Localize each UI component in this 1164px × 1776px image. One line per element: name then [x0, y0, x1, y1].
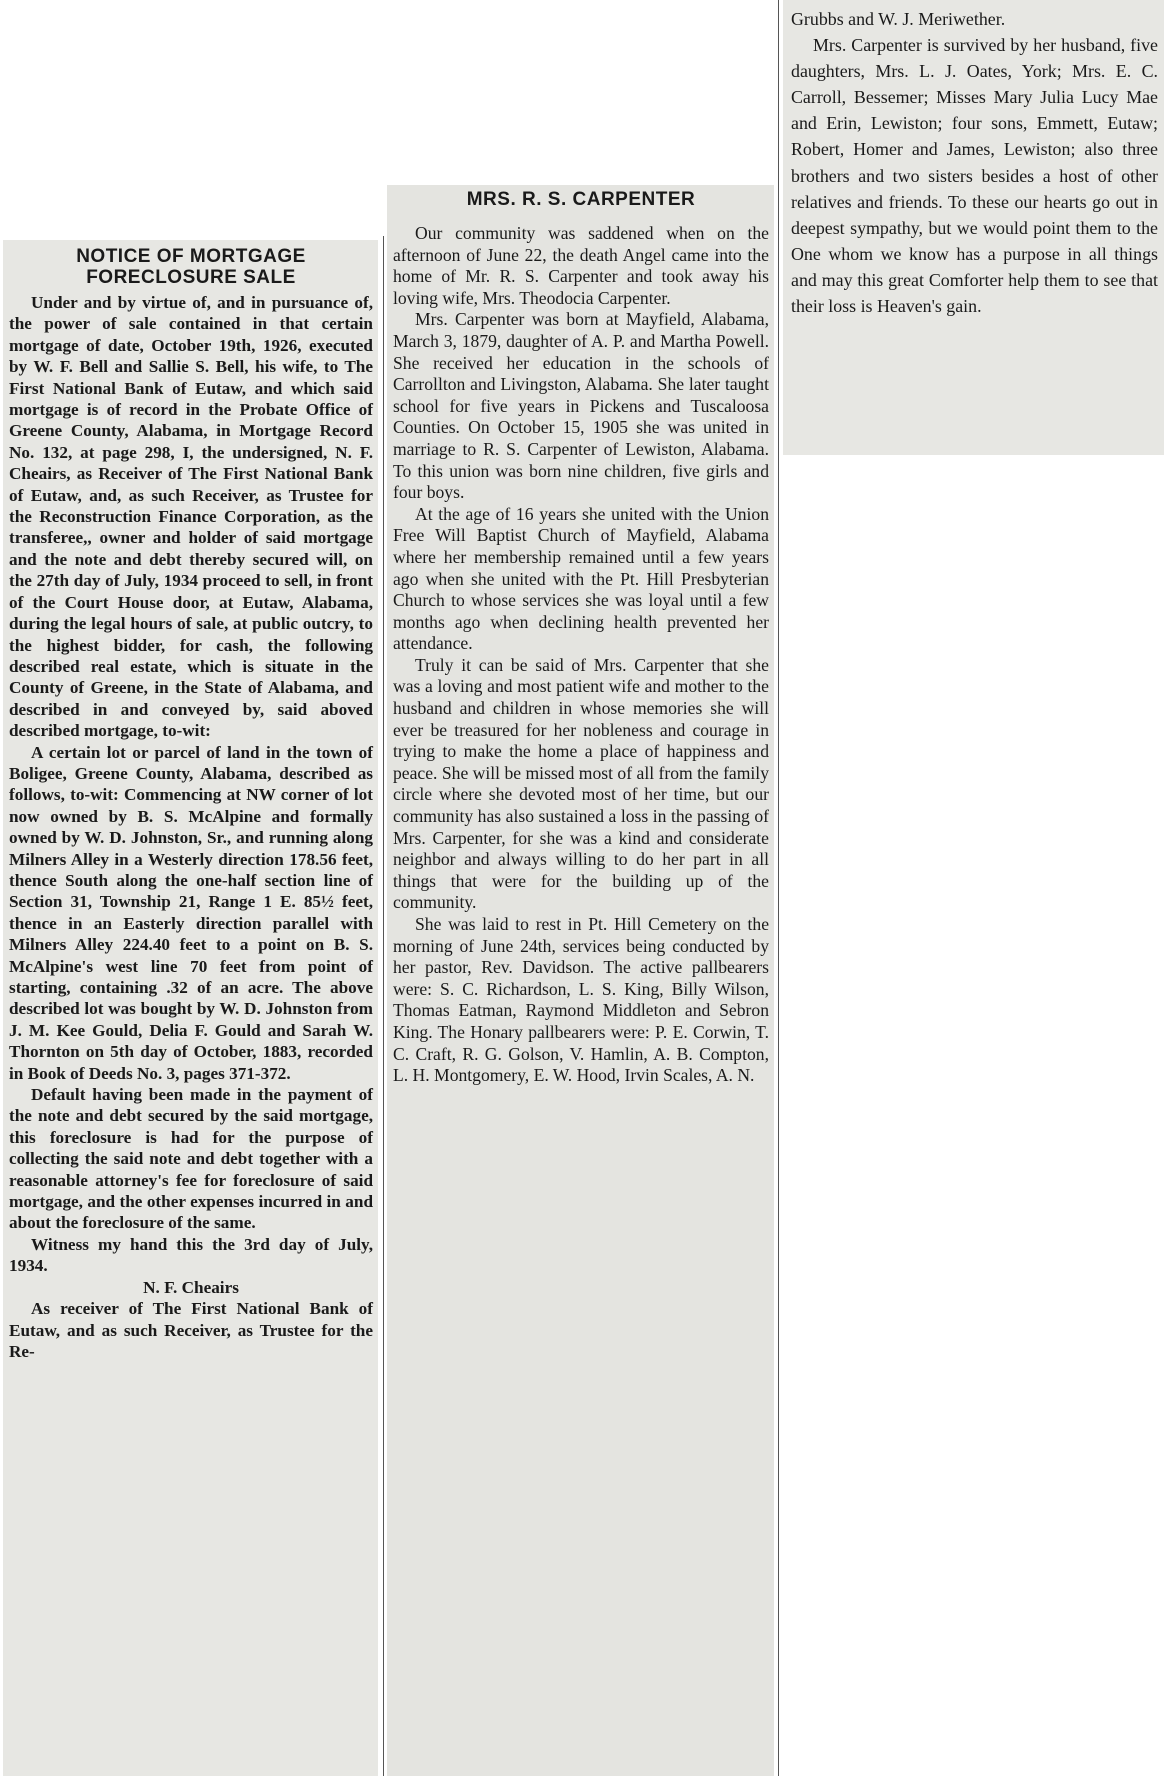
- notice-closing: As receiver of The First National Bank of Eutaw, and as such Receiver, as Trustee for the Re-: [9, 1299, 373, 1361]
- obituary-paragraph: She was laid to rest in Pt. Hill Cemetery on the morning of June 24th, services being conducted by her pastor, Rev. Davidson. The active pallbearers were: S. C. Richardson, L. S. King, Billy Wilson, Thomas Eatman, Raymond Middleton and Sebron King. The Honary pallbearers were: P. E. Corwin, T. C. Craft, R. G. Golson, V. Hamlin, A. B. Compton, L. H. Montgomery, E. W. Hood, Irvin Scales, A. N.: [393, 914, 769, 1086]
- foreclosure-notice-headline: NOTICE OF MORTGAGE FORECLOSURE SALE: [76, 246, 306, 288]
- notice-paragraph: Default having been made in the payment of the note and debt secured by the said mortgage, this foreclosure is had for the purpose of collecting the said note and debt together with a reasonable attorney's fee for foreclosure of said mortgage, and the other expenses incurred in and about the foreclosure of the same.: [9, 1085, 373, 1233]
- continuation-paragraph: Grubbs and W. J. Meriwether.: [791, 9, 1006, 29]
- column-rule: [383, 236, 384, 1776]
- obituary-headline: MRS. R. S. CARPENTER: [466, 189, 696, 210]
- notice-paragraph: Under and by virtue of, and in pursuance of, the power of sale contained in that certain mortgage of date, October 19th, 1926, executed by W. F. Bell and Sallie S. Bell, his wife, to The First National Bank of Eutaw, and which said mortgage is of record in the Probate Office of Greene County, Alabama, in Mortgage Record No. 132, at page 298, I, the undersigned, N. F. Cheairs, as Receiver of The First National Bank of Eutaw, and, as such Receiver, as Trustee for the Reconstruction Finance Corporation, as the transferee,, owner and holder of said mortgage and the note and debt thereby secured will, on the 27th day of July, 1934 proceed to sell, in front of the Court House door, at Eutaw, Alabama, during the legal hours of sale, at public outcry, to the highest bidder, for cash, the following described real estate, which is situate in the County of Greene, in the State of Alabama, and described in and conveyed by, said aboved described mortgage, to-wit:: [9, 293, 373, 741]
- notice-signature: N. F. Cheairs: [143, 1277, 239, 1297]
- obituary-continuation-column: [783, 0, 1164, 455]
- column-rule: [778, 0, 779, 1776]
- notice-paragraph: Witness my hand this the 3rd day of July, 1934.: [9, 1234, 373, 1276]
- obituary-column: [387, 185, 774, 1776]
- obituary-paragraph: Our community was saddened when on the afternoon of June 22, the death Angel came into the home of Mr. R. S. Carpenter and took away his loving wife, Mrs. Theodocia Carpenter.: [393, 223, 769, 308]
- foreclosure-notice-column: [3, 240, 378, 1776]
- obituary-paragraph: Truly it can be said of Mrs. Carpenter that she was a loving and most patient wife and mother to the husband and children in whose memories she will ever be treasured for her nobleness and courage in trying to make the home a place of happiness and peace. She will be missed most of all from the family circle where she devoted most of her time, but our community has also sustained a loss in the passing of Mrs. Carpenter, for she was a kind and considerate neighbor and always willing to do her part in all things that were for the building up of the community.: [393, 654, 769, 913]
- notice-paragraph: A certain lot or parcel of land in the town of Boligee, Greene County, Alabama, described as follows, to-wit: Commencing at NW corner of lot now owned by B. S. McAlpine and formally owned by W. D. Johnston, Sr., and running along Milners Alley in a Westerly direction 178.56 feet, thence South along the one-half section line of Section 31, Township 21, Range 1 E. 85½ feet, thence in an Easterly direction parallel with Milners Alley 224.40 feet to a point on B. S. McAlpine's west line 70 feet from point of starting, containing .32 of an acre. The above described lot was bought by W. D. Johnston from J. M. Kee Gould, Delia F. Gould and Sarah W. Thornton on 5th day of October, 1883, recorded in Book of Deeds No. 3, pages 371-372.: [9, 742, 373, 1083]
- obituary-paragraph: At the age of 16 years she united with the Union Free Will Baptist Church of Mayfield, Alabama where her membership remained until a few years ago when she united with the Pt. Hill Presbyterian Church to whose services she was loyal until a few months ago when declining health prevented her attendance.: [393, 503, 769, 654]
- continuation-paragraph: Mrs. Carpenter is survived by her husband, five daughters, Mrs. L. J. Oates, York; Mrs. E. C. Carroll, Bessemer; Misses Mary Julia Lucy Mae and Erin, Lewiston; four sons, Emmett, Eutaw; Robert, Homer and James, Lewiston; also three brothers and two sisters besides a host of other relatives and friends. To these our hearts go out in deepest sympathy, but we would point them to the One whom we know has a purpose in all things and may this great Comforter help them to see that their loss is Heaven's gain.: [791, 35, 1158, 317]
- obituary-paragraph: Mrs. Carpenter was born at Mayfield, Alabama, March 3, 1879, daughter of A. P. and Martha Powell. She received her education in the schools of Carrollton and Livingston, Alabama. She later taught school for five years in Pickens and Tuscaloosa Counties. On October 15, 1905 she was united in marriage to R. S. Carpenter of Lewiston, Alabama. To this union was born nine children, five girls and four boys.: [393, 309, 769, 503]
